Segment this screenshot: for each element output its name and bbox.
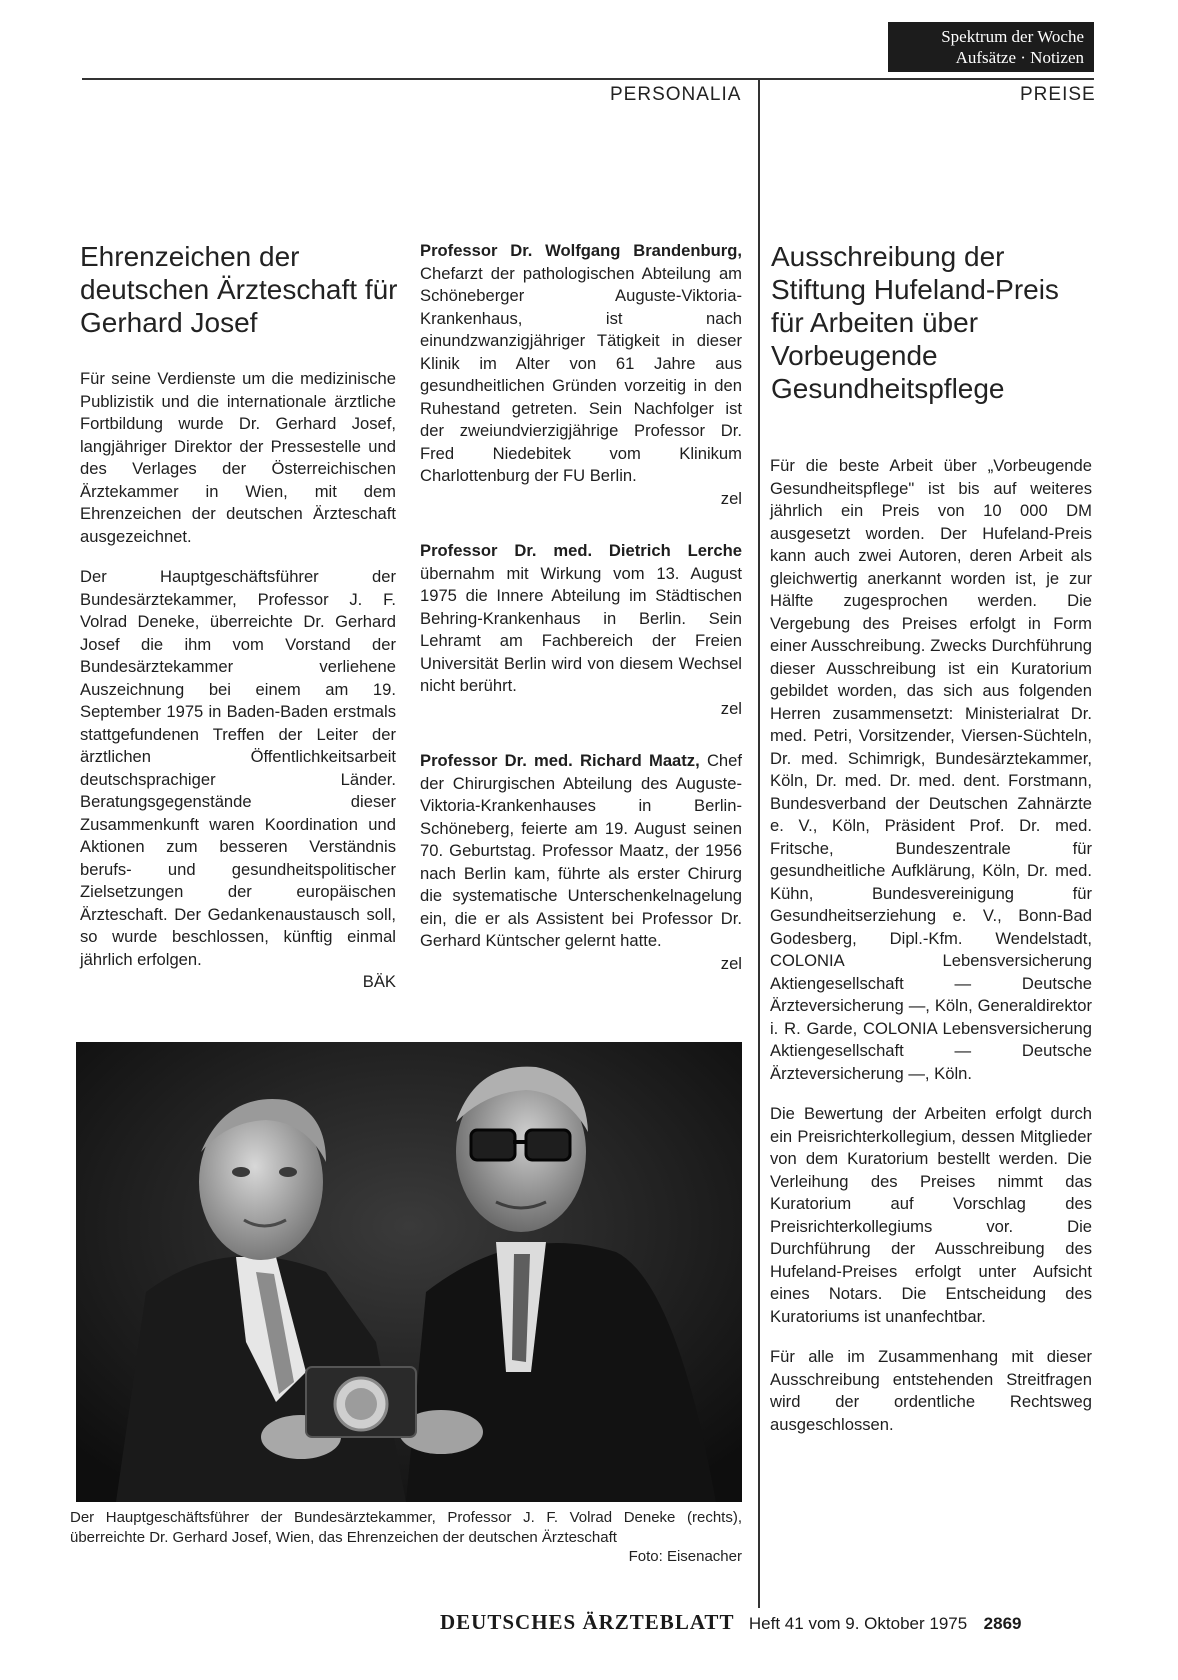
right-article-headline: Ausschreibung der Stiftung Hufeland-Preis für Arbeiten über Vorbeugende Gesundheitspflege	[771, 241, 1059, 404]
left-article-signature: BÄK	[362, 972, 396, 991]
issue-info: Heft 41 vom 9. Oktober 1975	[748, 1614, 968, 1633]
personalia-item	[420, 540, 742, 720]
award-photo-illustration	[76, 1042, 742, 1502]
column-divider	[758, 78, 760, 1608]
photo-caption-text: Der Hauptgeschäftsführer der Bundesärztekammer, Professor J. F. Volrad Deneke (rechts), überreichte Dr. Gerhard Josef, Wien, das Ehrenzeichen der deutschen Ärzteschaft	[70, 1509, 742, 1546]
left-article-paragraph-2-text: Der Hauptgeschäftsführer der Bundesärztekammer, Professor J. F. Volrad Deneke, überreichte Dr. Gerhard Josef die ihm vom Vorstand der Bundesärztekammer verliehene Auszeichnung bei einem am 19. September 1975 in Baden-Baden erstmals stattgefundenen Treffen der Leiter der ärztlichen Öffentlichkeitsarbeit deutschsprachiger Länder. Beratungsgegenstände dieser Zusammenkunft waren Koordination und Aktionen zum besseren Verständnis berufs- und gesundheitspolitischer Zielsetzungen der europäischen Ärzteschaft. Der Gedankenaustausch soll, so wurde beschlossen, künftig einmal jährlich erfolgen.	[80, 567, 396, 969]
personalia-signature: zel	[720, 953, 742, 973]
award-photo	[76, 1042, 742, 1502]
section-label-personalia: PERSONALIA	[610, 84, 742, 105]
photo-credit: Foto: Eisenacher	[628, 1548, 742, 1565]
left-article-paragraph-2	[80, 566, 396, 994]
left-article-paragraph-1: Für seine Verdienste um die medizinische Publizistik und die internationale ärztliche Fortbildung wurde Dr. Gerhard Josef, langjähriger Direktor der Pressestelle und des Verlages der Österreichischen Ärztekammer in Wien, mit dem Ehrenzeichen der deutschen Ärzteschaft ausgezeichnet.	[80, 369, 396, 546]
badge-line-1: Spektrum der Woche	[941, 27, 1084, 46]
personalia-column	[420, 240, 742, 1005]
personalia-name: Professor Dr. Wolfgang Brandenburg,	[420, 241, 742, 260]
journal-masthead: DEUTSCHES ÄRZTEBLATT	[440, 1610, 735, 1634]
personalia-item	[420, 750, 742, 975]
personalia-name: Professor Dr. med. Dietrich Lerche	[420, 541, 742, 560]
right-article-paragraph-2: Die Bewertung der Arbeiten erfolgt durch ein Preisrichterkollegium, dessen Mitglieder von dem Kuratorium bestellt werden. Die Verleihung des Preises nimmt das Kuratorium auf Vorschlag des Preisrichterkollegiums vor. Die Durchführung der Ausschreibung des Hufeland-Preises erfolgt unter Aufsicht eines Notars. Die Entscheidung des Kuratoriums ist unanfechtbar.	[770, 1104, 1092, 1326]
personalia-text: Chef der Chirurgischen Abteilung des Auguste-Viktoria-Krankenhauses in Berlin-Schöneberg, feierte am 19. August seinen 70. Geburtstag. Professor Maatz, der 1956 nach Berlin kam, führte als erster Chirurg die systematische Unterschenkelnagelung ein, die er als Assistent bei Professor Dr. Gerhard Küntscher gelernt hatte.	[420, 751, 742, 950]
personalia-item	[420, 240, 742, 510]
personalia-name: Professor Dr. med. Richard Maatz,	[420, 751, 700, 770]
section-label-preise: PREISE	[1020, 84, 1096, 105]
personalia-signature: zel	[720, 488, 742, 508]
personalia-text: Chefarzt der pathologischen Abteilung am Schöneberger Auguste-Viktoria-Krankenhaus, ist nach einundzwanzigjähriger Tätigkeit in dieser Klinik im Alter von 61 Jahre aus gesundheitlichen Gründen vorzeitig in den Ruhestand getreten. Sein Nachfolger ist der zweiundvierzigjährige Professor Dr. Fred Niedebitek vom Klinikum Charlottenburg der FU Berlin.	[420, 263, 742, 485]
right-article-paragraph-3: Für alle im Zusammenhang mit dieser Ausschreibung entstehenden Streitfragen wird der ordentliche Rechtsweg ausgeschlossen.	[770, 1347, 1092, 1434]
page-number: 2869	[983, 1614, 1022, 1633]
top-rule	[82, 78, 1094, 80]
photo-caption	[70, 1508, 742, 1567]
left-article-body	[80, 368, 396, 1012]
right-article-paragraph-1: Für die beste Arbeit über „Vorbeugende Gesundheitspflege" ist bis auf weiteres jährlich ein Preis von 10 000 DM ausgesetzt worden. Der Hufeland-Preis kann auch zwei Autoren, deren Arbeit als gleichwertig anerkannt worden ist, je zur Hälfte zugesprochen werden. Die Vergebung des Preises erfolgt in Form einer Ausschreibung. Zwecks Durchführung dieser Ausschreibung ist ein Kuratorium gebildet worden, das sich aus folgenden Herren zusammensetzt: Ministerialrat Dr. med. Petri, Vorsitzender, Viersen-Süchteln, Dr. med. Schimrigk, Bundesärztekammer, Köln, Dr. med. Dr. med. dent. Forstmann, Bundesverband der Deutschen Zahnärzte e. V., Köln, Präsident Prof. Dr. med. Fritsche, Bundeszentrale für gesundheitliche Aufklärung, Köln, Dr. med. Kühn, Bundesvereinigung für Gesundheitserziehung e. V., Bonn-Bad Godesberg, Dipl.-Kfm. Wendelstadt, COLONIA Lebensversicherung Aktiengesellschaft — Deutsche Ärzteversicherung —, Köln, Generaldirektor i. R. Garde, COLONIA Lebensversicherung Aktiengesellschaft — Deutsche Ärzteversicherung —, Köln.	[770, 456, 1092, 1083]
right-article-body	[770, 455, 1092, 1454]
page-footer	[440, 1610, 1021, 1635]
personalia-signature: zel	[720, 698, 742, 718]
left-article-headline: Ehrenzeichen der deutschen Ärzteschaft für Gerhard Josef	[80, 241, 398, 338]
personalia-text: übernahm mit Wirkung vom 13. August 1975 die Innere Abteilung im Städtischen Behring-Krankenhaus in Berlin. Sein Lehramt am Fachbereich der Freien Universität Berlin wird von diesem Wechsel nicht berührt.	[420, 563, 742, 695]
badge-line-2: Aufsätze · Notizen	[955, 48, 1084, 67]
section-badge	[888, 22, 1094, 72]
